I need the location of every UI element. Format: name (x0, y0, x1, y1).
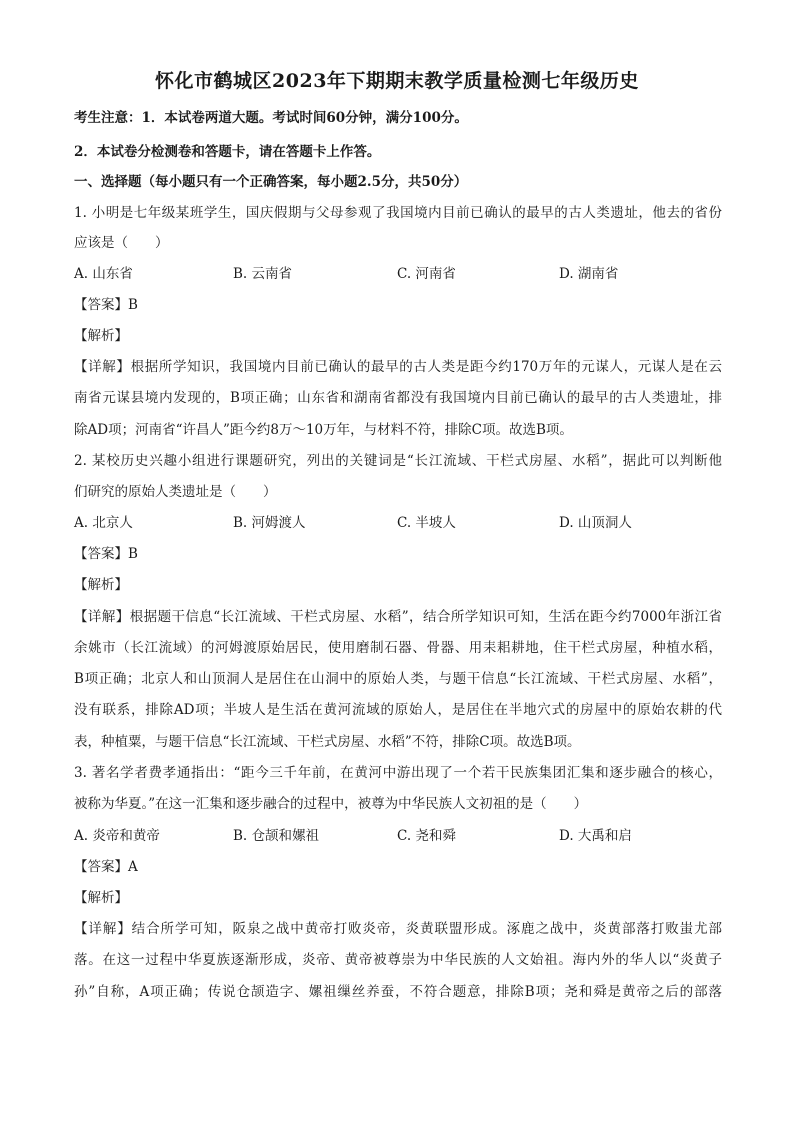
q2-option-d: D. 山顶洞人 (559, 515, 632, 531)
q2-detail-line-5: 表，种植粟，与题干信息“长江流域、干栏式房屋、水稻”不符，排除C项。故选B项。 (74, 734, 581, 750)
q3-detail-line-2: 落。在这一过程中华夏族逐渐形成，炎帝、黄帝被尊崇为中华民族的人文始祖。海内外的华人以“炎黄子 (74, 952, 722, 968)
q1-detail-line-3: 除AD项；河南省“许昌人”距今约8万～10万年，与材料不符，排除C项。故选B项。 (74, 422, 573, 438)
q1-detail-line-2: 南省元谋县境内发现的，B项正确；山东省和湖南省都没有我国境内目前已确认的最早的古人类遗址，排 (74, 390, 722, 406)
q1-answer: 【答案】B (74, 297, 138, 313)
q1-detail-line-1: 【详解】根据所学知识，我国境内目前已确认的最早的古人类是距今约170万年的元谋人，元谋人是在云 (74, 359, 722, 375)
q2-detail-line-1: 【详解】根据题干信息“长江流域、干栏式房屋、水稻”，结合所学知识可知，生活在距今约7000年浙江省 (74, 609, 722, 625)
q1-stem-line-1: 1. 小明是七年级某班学生，国庆假期与父母参观了我国境内目前已确认的最早的古人类遗址，他去的省份 (74, 205, 722, 221)
q3-option-c: C. 尧和舜 (397, 828, 456, 844)
q3-analysis-label: 【解析】 (74, 890, 128, 906)
q2-detail-line-2: 余姚市（长江流域）的河姆渡原始居民，使用磨制石器、骨器、用耒耜耕地，住干栏式房屋，种植水稻， (74, 640, 722, 656)
section-heading: 一、选择题（每小题只有一个正确答案，每小题2.5分，共50分） (74, 174, 468, 190)
q2-detail-line-4: 没有联系，排除AD项；半坡人是生活在黄河流域的原始人，是居住在半地穴式的房屋中的原始农耕的代 (74, 702, 722, 718)
q2-analysis-label: 【解析】 (74, 577, 128, 593)
page-title: 怀化市鹤城区2023年下期期末教学质量检测七年级历史 (155, 70, 639, 92)
exam-note-1: 考生注意：1．本试卷两道大题。考试时间60分钟，满分100分。 (74, 110, 468, 126)
q1-stem-line-2: 应该是（ ） (74, 235, 169, 251)
q2-option-a: A. 北京人 (74, 515, 133, 531)
q2-answer: 【答案】B (74, 546, 138, 562)
q1-option-d: D. 湖南省 (559, 266, 619, 282)
q3-detail-line-1: 【详解】结合所学可知，阪泉之战中黄帝打败炎帝，炎黄联盟形成。涿鹿之战中，炎黄部落打败蚩尤部 (74, 921, 722, 937)
q3-stem-line-2: 被称为华夏。”在这一汇集和逐步融合的过程中，被尊为中华民族人文初祖的是（ ） (74, 796, 588, 812)
q2-detail-line-3: B项正确；北京人和山顶洞人是居住在山洞中的原始人类，与题干信息“长江流域、干栏式房屋、水稻”， (74, 671, 722, 687)
q2-option-c: C. 半坡人 (397, 515, 456, 531)
q1-option-a: A. 山东省 (74, 266, 133, 282)
q1-analysis-label: 【解析】 (74, 328, 128, 344)
exam-note-2: 2．本试卷分检测卷和答题卡，请在答题卡上作答。 (74, 144, 381, 160)
q2-stem-line-2: 们研究的原始人类遗址是（ ） (74, 484, 277, 500)
q1-option-c: C. 河南省 (397, 266, 456, 282)
q3-answer: 【答案】A (74, 859, 138, 875)
q2-option-b: B. 河姆渡人 (233, 515, 306, 531)
q3-option-b: B. 仓颉和嫘祖 (233, 828, 320, 844)
q3-option-d: D. 大禹和启 (559, 828, 632, 844)
q3-stem-line-1: 3. 著名学者费孝通指出：“距今三千年前，在黄河中游出现了一个若干民族集团汇集和逐步融合的核心， (74, 765, 722, 781)
q1-option-b: B. 云南省 (233, 266, 293, 282)
q3-option-a: A. 炎帝和黄帝 (74, 828, 160, 844)
q2-stem-line-1: 2. 某校历史兴趣小组进行课题研究，列出的关键词是“长江流域、干栏式房屋、水稻”，据此可以判断他 (74, 453, 722, 469)
q3-detail-line-3: 孙”自称，A项正确；传说仓颉造字、嫘祖缫丝养蚕，不符合题意，排除B项；尧和舜是黄帝之后的部落 (74, 984, 722, 1000)
